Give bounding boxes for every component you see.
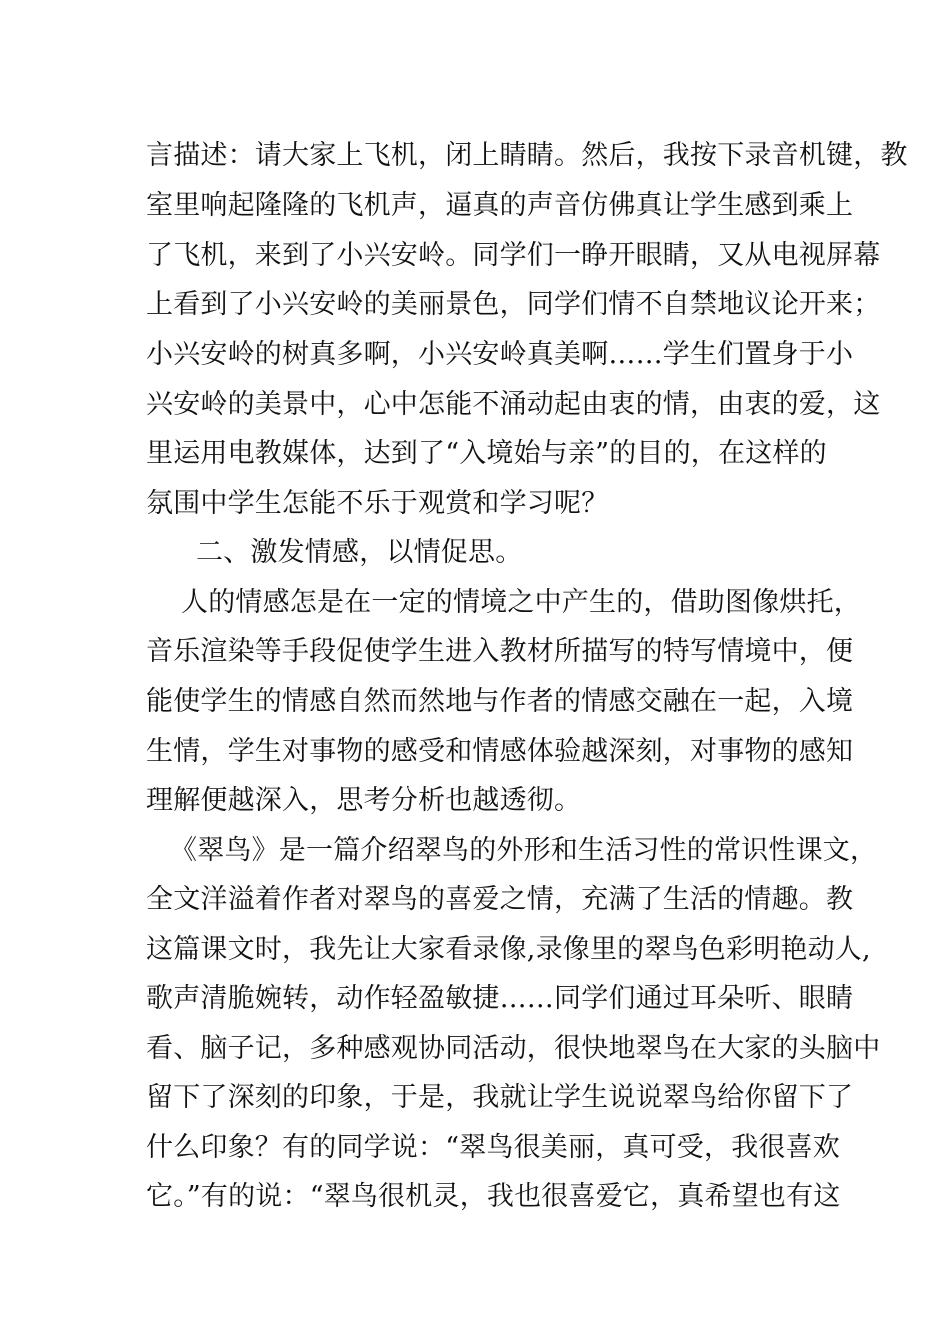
text-line: 它。”有的说：“翠鸟很机灵，我也很喜爱它，真希望也有这 — [146, 1181, 841, 1212]
text-line: 这篇课文时，我先让大家看录像,录像里的翠鸟色彩明艳动人, — [146, 934, 871, 965]
text-line: 了飞机，来到了小兴安岭。同学们一睁开眼睛，又从电视屏幕 — [146, 240, 881, 271]
text-line: 生情，学生对事物的感受和情感体验越深刻，对事物的感知 — [146, 736, 854, 767]
text-line: 看、脑子记，多种感观协同活动，很快地翠鸟在大家的头脑中 — [146, 1033, 881, 1064]
text-line: 歌声清脆婉转，动作轻盈敏捷……同学们通过耳朵听、眼睛 — [146, 983, 854, 1014]
text-line: 理解便越深入，思考分析也越透彻。 — [146, 785, 582, 816]
text-line: 全文洋溢着作者对翠鸟的喜爱之情，充满了生活的情趣。教 — [146, 884, 854, 915]
text-line: 里运用电教媒体，达到了“入境始与亲”的目的，在这样的 — [146, 438, 827, 469]
text-line: 《翠鸟》是一篇介绍翠鸟的外形和生活习性的常识性课文， — [170, 835, 878, 866]
section-heading: 二、激发情感，以情促思。 — [196, 537, 523, 568]
text-line: 能使学生的情感自然而然地与作者的情感交融在一起，入境 — [146, 686, 854, 717]
text-line: 氛围中学生怎能不乐于观赏和学习呢？ — [146, 488, 609, 519]
text-line: 什么印象？有的同学说：“翠鸟很美丽，真可受，我很喜欢 — [146, 1132, 841, 1163]
text-line: 言描述：请大家上飞机，闭上睛睛。然后，我按下录音机键，教 — [146, 140, 908, 171]
text-line: 上看到了小兴安岭的美丽景色，同学们情不自禁地议论开来； — [146, 289, 881, 320]
text-line: 音乐渲染等手段促使学生进入教材所描写的特写情境中，便 — [146, 636, 854, 667]
text-line: 室里响起隆隆的飞机声，逼真的声音仿佛真让学生感到乘上 — [146, 190, 854, 221]
text-line: 兴安岭的美景中，心中怎能不涌动起由衷的情，由衷的爱，这 — [146, 389, 881, 420]
text-line: 小兴安岭的树真多啊，小兴安岭真美啊……学生们置身于小 — [146, 339, 854, 370]
text-line: 人的情感怎是在一定的情境之中产生的，借助图像烘托， — [181, 587, 861, 618]
text-line: 留下了深刻的印象，于是，我就让学生说说翠鸟给你留下了 — [146, 1082, 854, 1113]
